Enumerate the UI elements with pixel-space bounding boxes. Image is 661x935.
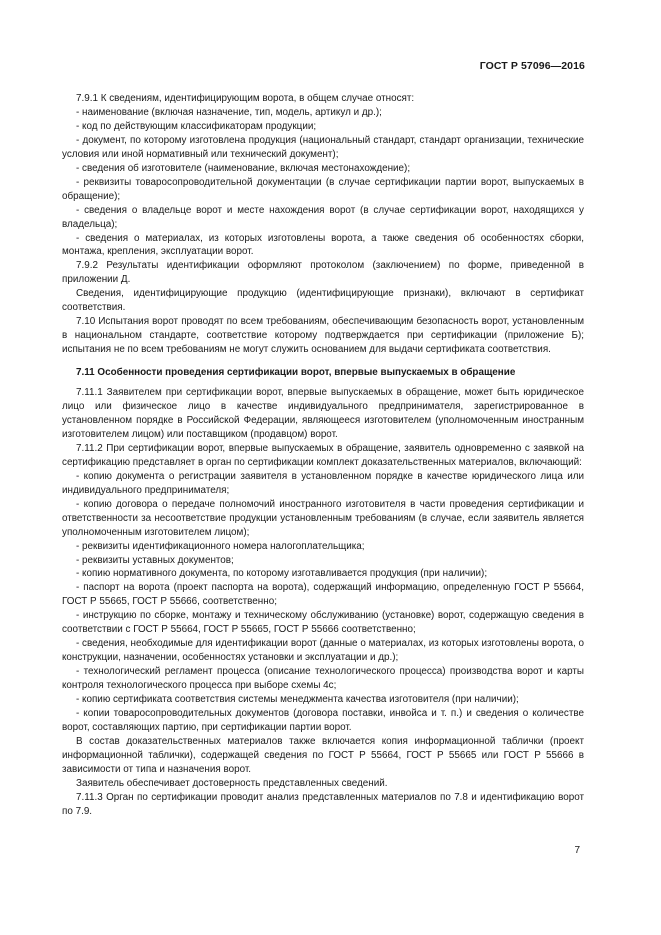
- paragraph: 7.9.2 Результаты идентификации оформляют протоколом (заключением) по форме, приведенной в приложении Д.: [62, 260, 584, 286]
- list-item: - код по действующим классификаторам продукции;: [76, 120, 317, 132]
- page-number: 7: [574, 845, 580, 856]
- paragraph: 7.11.2 При сертификации ворот, впервые выпускаемых в обращение, заявитель одновременно с заявкой на сертификацию представляет в орган по сертификации комплект доказательственных материалов, включающий:: [62, 442, 584, 468]
- list-item: - реквизиты идентификационного номера налогоплательщика;: [76, 540, 365, 552]
- document-body: [62, 92, 584, 819]
- list-item: - сведения об изготовителе (наименование, включая местонахождение);: [76, 162, 411, 174]
- list-item: - реквизиты товаросопроводительной документации (в случае сертификации партии ворот, выпускаемых в обращение);: [62, 176, 584, 202]
- list-item: - технологический регламент процесса (описание технологического процесса) производства ворот и карты контроля технологического процесса при выборе схемы 4с;: [62, 666, 584, 692]
- list-item: - реквизиты уставных документов;: [76, 554, 234, 566]
- document-id-header: ГОСТ Р 57096—2016: [479, 60, 585, 72]
- list-item: - копию нормативного документа, по которому изготавливается продукция (при наличии);: [76, 568, 488, 580]
- list-item: - копию договора о передаче полномочий иностранного изготовителя в части проведения сертификации и ответственности за несоответствие продукции установленным требованиям (в случае, если заявитель является уполномоченным изготовителем лицом);: [62, 498, 584, 538]
- list-item: - наименование (включая назначение, тип, модель, артикул и др.);: [76, 106, 382, 118]
- list-item: - сведения о владельце ворот и месте нахождения ворот (в случае сертификации ворот, находящихся у владельца);: [62, 204, 584, 230]
- paragraph: 7.10 Испытания ворот проводят по всем требованиям, обеспечивающим безопасность ворот, установленным в национальном стандарте, соответствие которому подтверждается при сертификации (приложение Б); испытания не по всем требованиям не могут служить основанием для выдачи сертификата соответствия.: [62, 316, 584, 356]
- list-item: - копию документа о регистрации заявителя в установленном порядке в качестве юридического лица или индивидуального предпринимателя;: [62, 470, 584, 496]
- paragraph: 7.11.3 Орган по сертификации проводит анализ представленных материалов по 7.8 и идентификацию ворот по 7.9.: [62, 791, 584, 817]
- list-item: - сведения о материалах, из которых изготовлены ворота, а также сведения об особенностях сборки, монтажа, крепления, эксплуатации ворот.: [62, 232, 584, 258]
- list-item: - паспорт на ворота (проект паспорта на ворота), содержащий информацию, определенную ГОСТ Р 55664, ГОСТ Р 55665, ГОСТ Р 55666, соответственно;: [62, 582, 584, 608]
- paragraph: 7.9.1 К сведениям, идентифицирующим ворота, в общем случае относят:: [76, 93, 415, 104]
- list-item: - документ, по которому изготовлена продукция (национальный стандарт, стандарт организации, технические условия или иной нормативный или технический документ);: [62, 134, 584, 160]
- list-item: - копии товаросопроводительных документов (договора поставки, инвойса и т. п.) и сведения о количестве ворот, составляющих партию, при сертификации партии ворот.: [62, 707, 584, 733]
- paragraph: В состав доказательственных материалов также включается копия информационной таблички (проект информационной таблички), содержащей сведения по ГОСТ Р 55664, ГОСТ Р 55665 или ГОСТ Р 55666 в зависимости от типа и назначения ворот.: [62, 735, 584, 775]
- paragraph: Сведения, идентифицирующие продукцию (идентифицирующие признаки), включают в сертификат соответствия.: [62, 288, 584, 314]
- paragraph: Заявитель обеспечивает достоверность представленных сведений.: [76, 777, 388, 789]
- list-item: - копию сертификата соответствия системы менеджмента качества изготовителя (при наличии);: [76, 694, 519, 706]
- list-item: - сведения, необходимые для идентификации ворот (данные о материалах, из которых изготовлены ворота, о конструкции, назначении, особенностях установки и эксплуатации и др.);: [62, 638, 584, 664]
- section-heading: 7.11 Особенности проведения сертификации ворот, впервые выпускаемых в обращение: [76, 367, 516, 379]
- paragraph: 7.11.1 Заявителем при сертификации ворот, впервые выпускаемых в обращение, может быть юридическое лицо или физическое лицо в качестве индивидуального предпринимателя, зарегистрированное в установленном порядке в Российской Федерации, являющееся изготовителем (уполномоченным иностранным изготовителем лицом) или поставщиком (продавцом) ворот.: [62, 387, 584, 440]
- list-item: - инструкцию по сборке, монтажу и техническому обслуживанию (установке) ворот, содержащую сведения в соответствии с ГОСТ Р 55664, ГОСТ Р 55665, ГОСТ Р 55666 соответственно;: [62, 610, 584, 636]
